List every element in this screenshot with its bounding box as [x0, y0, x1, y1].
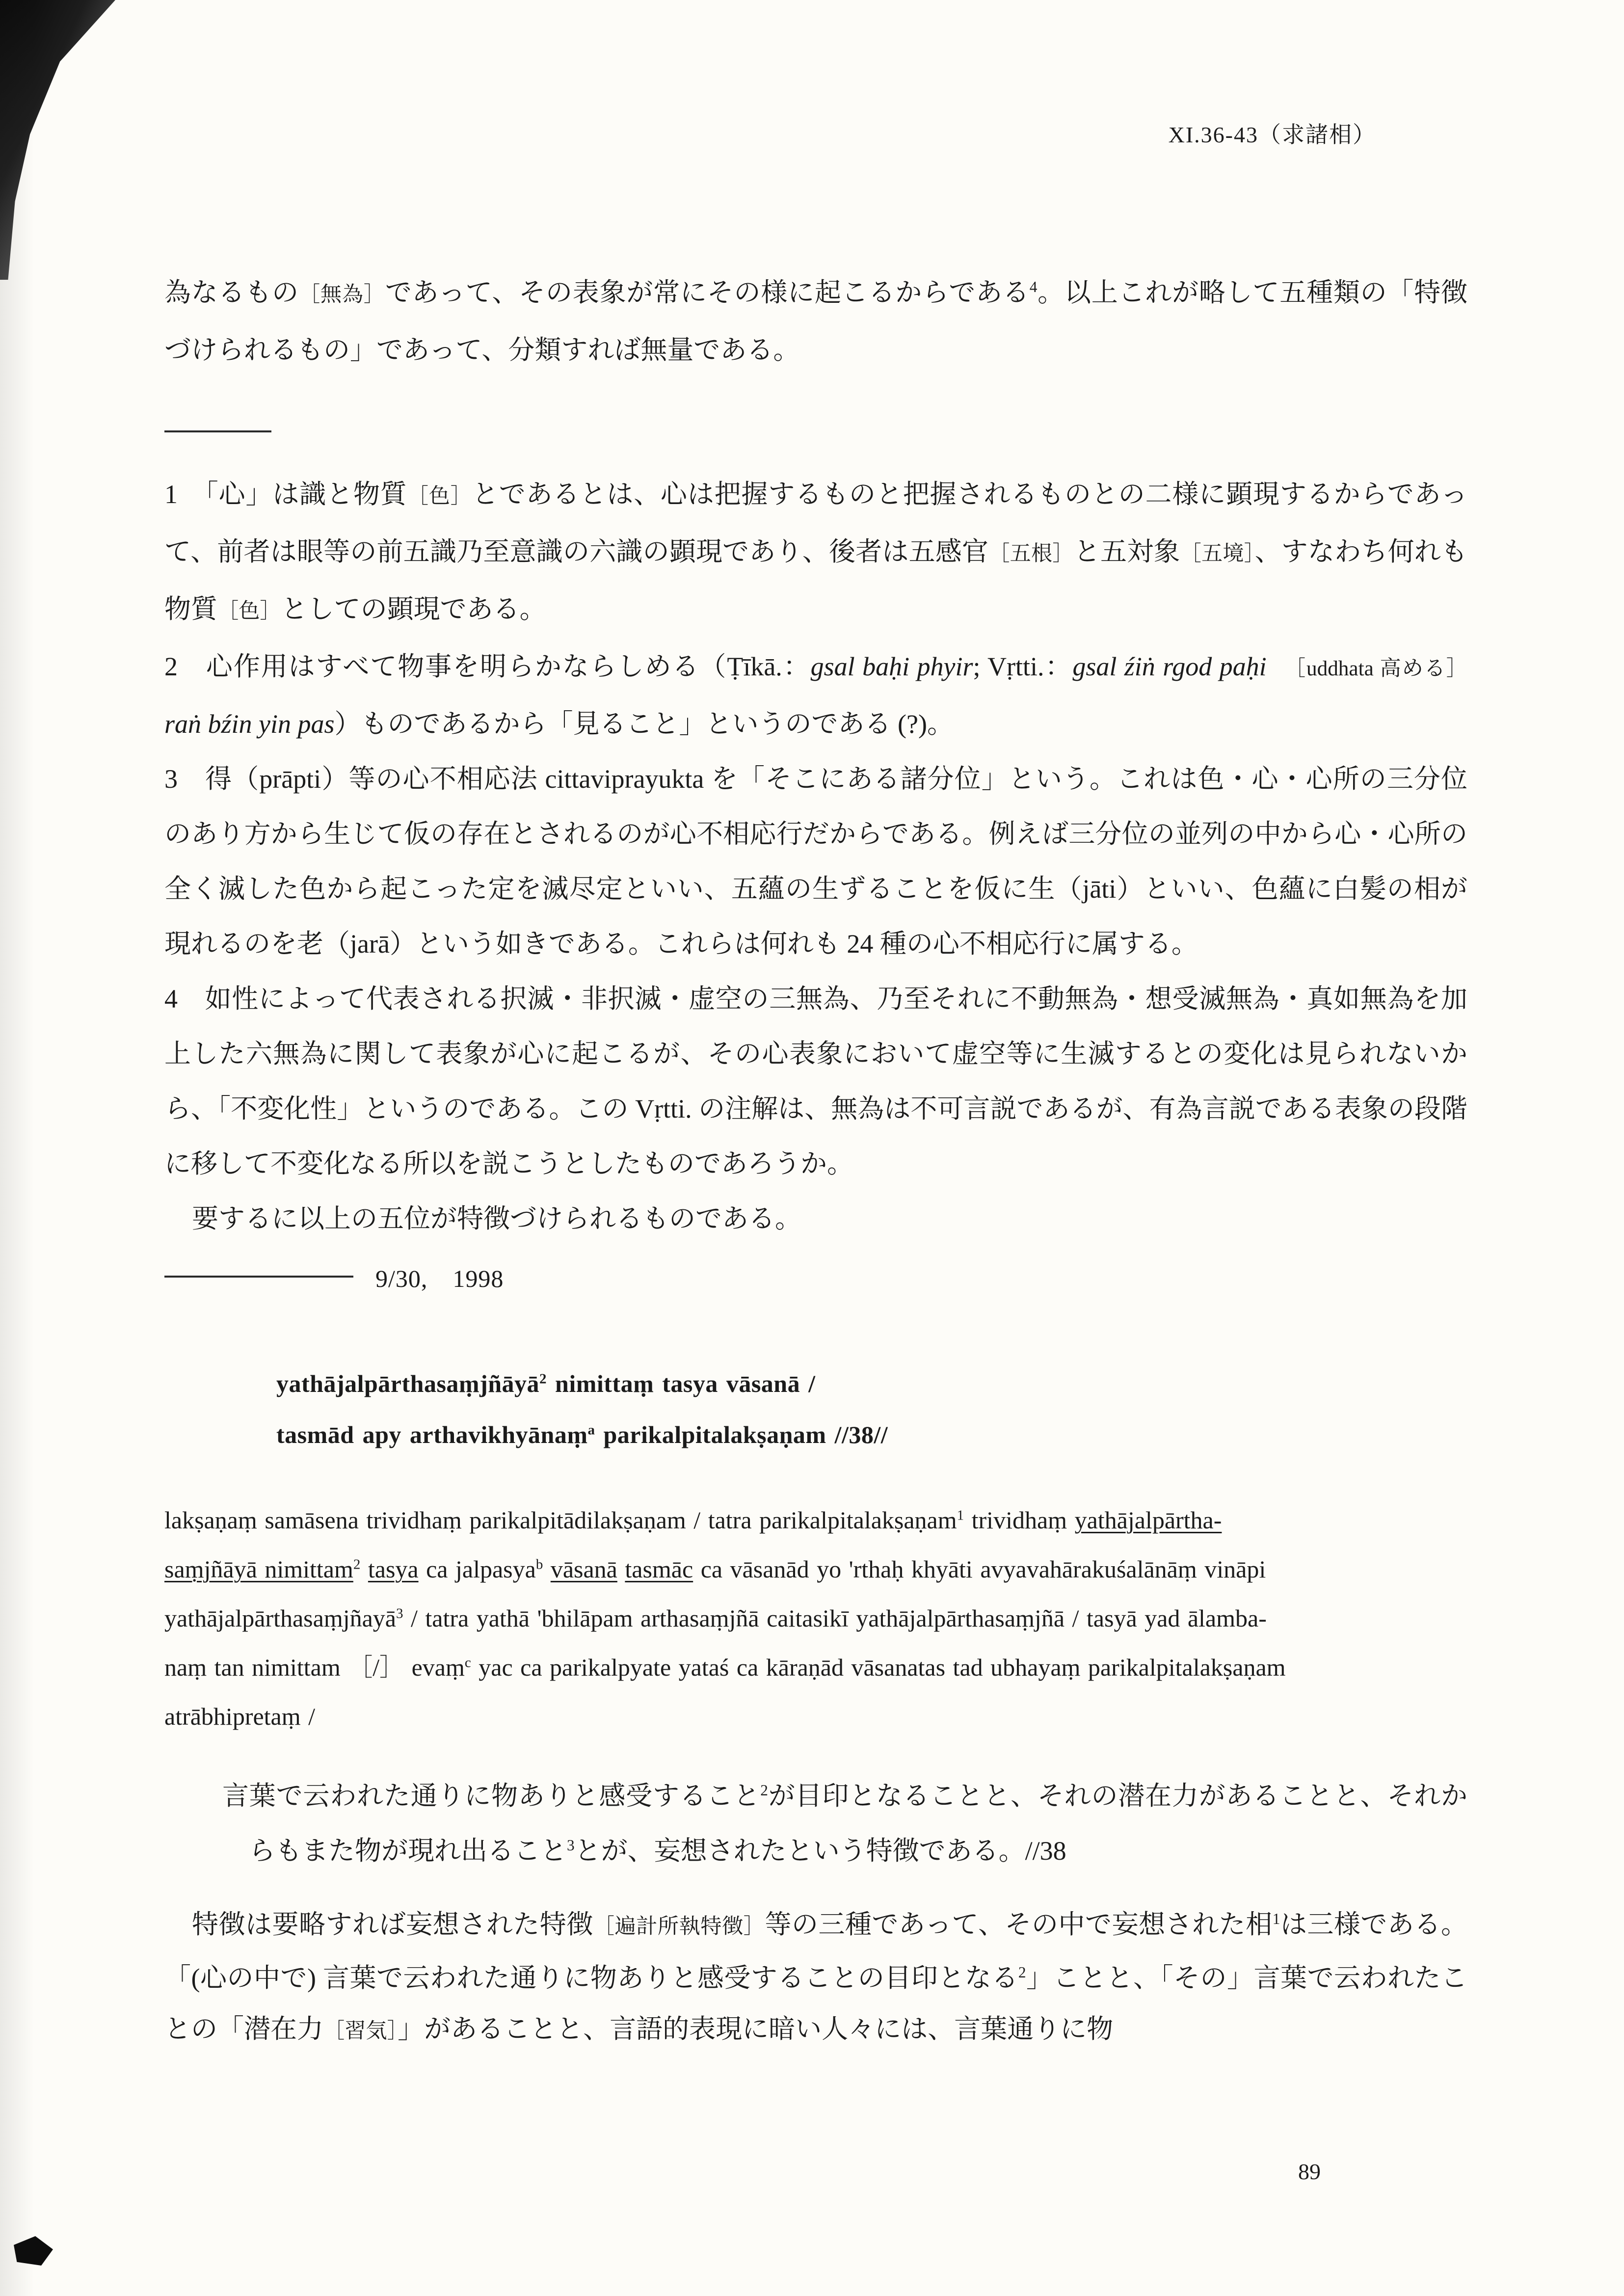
footnote-1: 1 「心」は識と物質［色］とであるとは、心は把握するものと把握されるものとの二様に顕現するからであって、前者は眼等の前五識乃至意識の六識の顕現であり、後者は五感官［五根］と五対象［五境］、すなわち何れも物質［色］としての顕現である。	[164, 480, 1468, 624]
footnote-2: 2 心作用はすべて物事を明らかならしめる（Ṭīkā.：gsal baḥi phyir; Vṛtti.：gsal źiṅ rgod paḥi ［uddhata 高める］ raṅ bźin yin pas）ものであるから「見ること」というのである (?)。	[164, 652, 1467, 739]
footnote-4: 4 如性によって代表される択滅・非択滅・虚空の三無為、乃至それに不動無為・想受滅無為・真如無為を加上した六無為に関して表象が心に起こるが、その心表象において虚空等に生滅するとの変化は見られないから、「不変化性」というのである。この Vṛtti. の注解は、無為は不可言説であるが、有為言説である表象の段階に移して不変化なる所以を説こうとしたものであろうか。	[164, 984, 1467, 1178]
running-header: XI.36-43（求諸相）	[1168, 122, 1376, 147]
page-number: 89	[1298, 2159, 1321, 2184]
sanskrit-verse	[164, 1358, 1467, 1460]
verse-line-1: yathājalpārthasaṃjñāyā$^2$ nimittaṃ tasya vāsanā /	[276, 1370, 816, 1397]
verse-line-2: tasmād apy arthavikhyānaṃ$^a$ parikalpitalakṣaṇam //38//	[276, 1421, 888, 1448]
footnotes-section	[164, 467, 1467, 1304]
date-line	[164, 1249, 1467, 1304]
scan-edge-shading	[0, 0, 34, 2296]
footnotes-closing-line: 要するに以上の五位が特徴づけられるものである。	[192, 1204, 801, 1233]
intro-paragraph: 為なるもの［無為］であって、その表象が常にその様に起こるからである$^4$。以上これが略して五種類の「特徴づけられるもの」であって、分類すれば無量である。	[164, 278, 1467, 365]
footnote-3: 3 得（prāpti）等の心不相応法 cittaviprayukta を「そこにある諸分位」という。これは色・心・心所の三分位のあり方から生じて仮の存在とされるのが心不相応行だからである。例えば三分位の並列の中から心・心所の全く滅した色から起こった定を滅尽定といい、五蘊の生ずることを仮に生（jāti）といい、色蘊に白髪の相が現れるのを老（jarā）という如きである。これらは何れも 24 種の心不相応行に属する。	[164, 764, 1467, 959]
closing-paragraph: 特徴は要略すれば妄想された特徴［遍計所執特徴］等の三種であって、その中で妄想された相$^1$は三様である。「(心の中で) 言葉で云われた通りに物ありと感受することの目印となる$^2$」ことと、「その」言葉で云われたことの「潜在力［習気］」があることと、言語的表現に暗い人々には、言葉通りに物	[164, 1910, 1468, 2044]
page-content	[164, 265, 1467, 2057]
sanskrit-commentary: lakṣaṇaṃ samāsena trividhaṃ parikalpitādilakṣaṇam / tatra parikalpitalakṣaṇam$^1$ trividhaṃ yathājalpārtha- saṃjñāyā nimittam$^2$ tasya ca jalpasya$^b$ vāsanā tasmāc ca vāsanād yo 'rthaḥ khyāti avyavahārakuśalānāṃ vināpi yathājalpārthasaṃjñayā$^3$ / tatra yathā 'bhilāpam arthasaṃjñā caitasikī yathājalpārthasaṃjñā / tasyā yad ālamba- naṃ tan nimittam ［/］ evaṃ$^c$ yac ca parikalpyate yataś ca kāraṇād vāsanatas tad ubhayaṃ parikalpitalakṣaṇam atrābhipretaṃ /	[164, 1506, 1286, 1730]
date-text: 9/30, 1998	[375, 1265, 504, 1292]
japanese-verse-translation: 言葉で云われた通りに物ありと感受すること$^2$が目印となることと、それの潜在力があることと、それからもまた物が現れ出ること$^3$とが、妄想されたという特徴である。//38	[222, 1781, 1467, 1866]
footnote-separator-rule	[164, 430, 271, 432]
date-rule	[164, 1276, 353, 1278]
